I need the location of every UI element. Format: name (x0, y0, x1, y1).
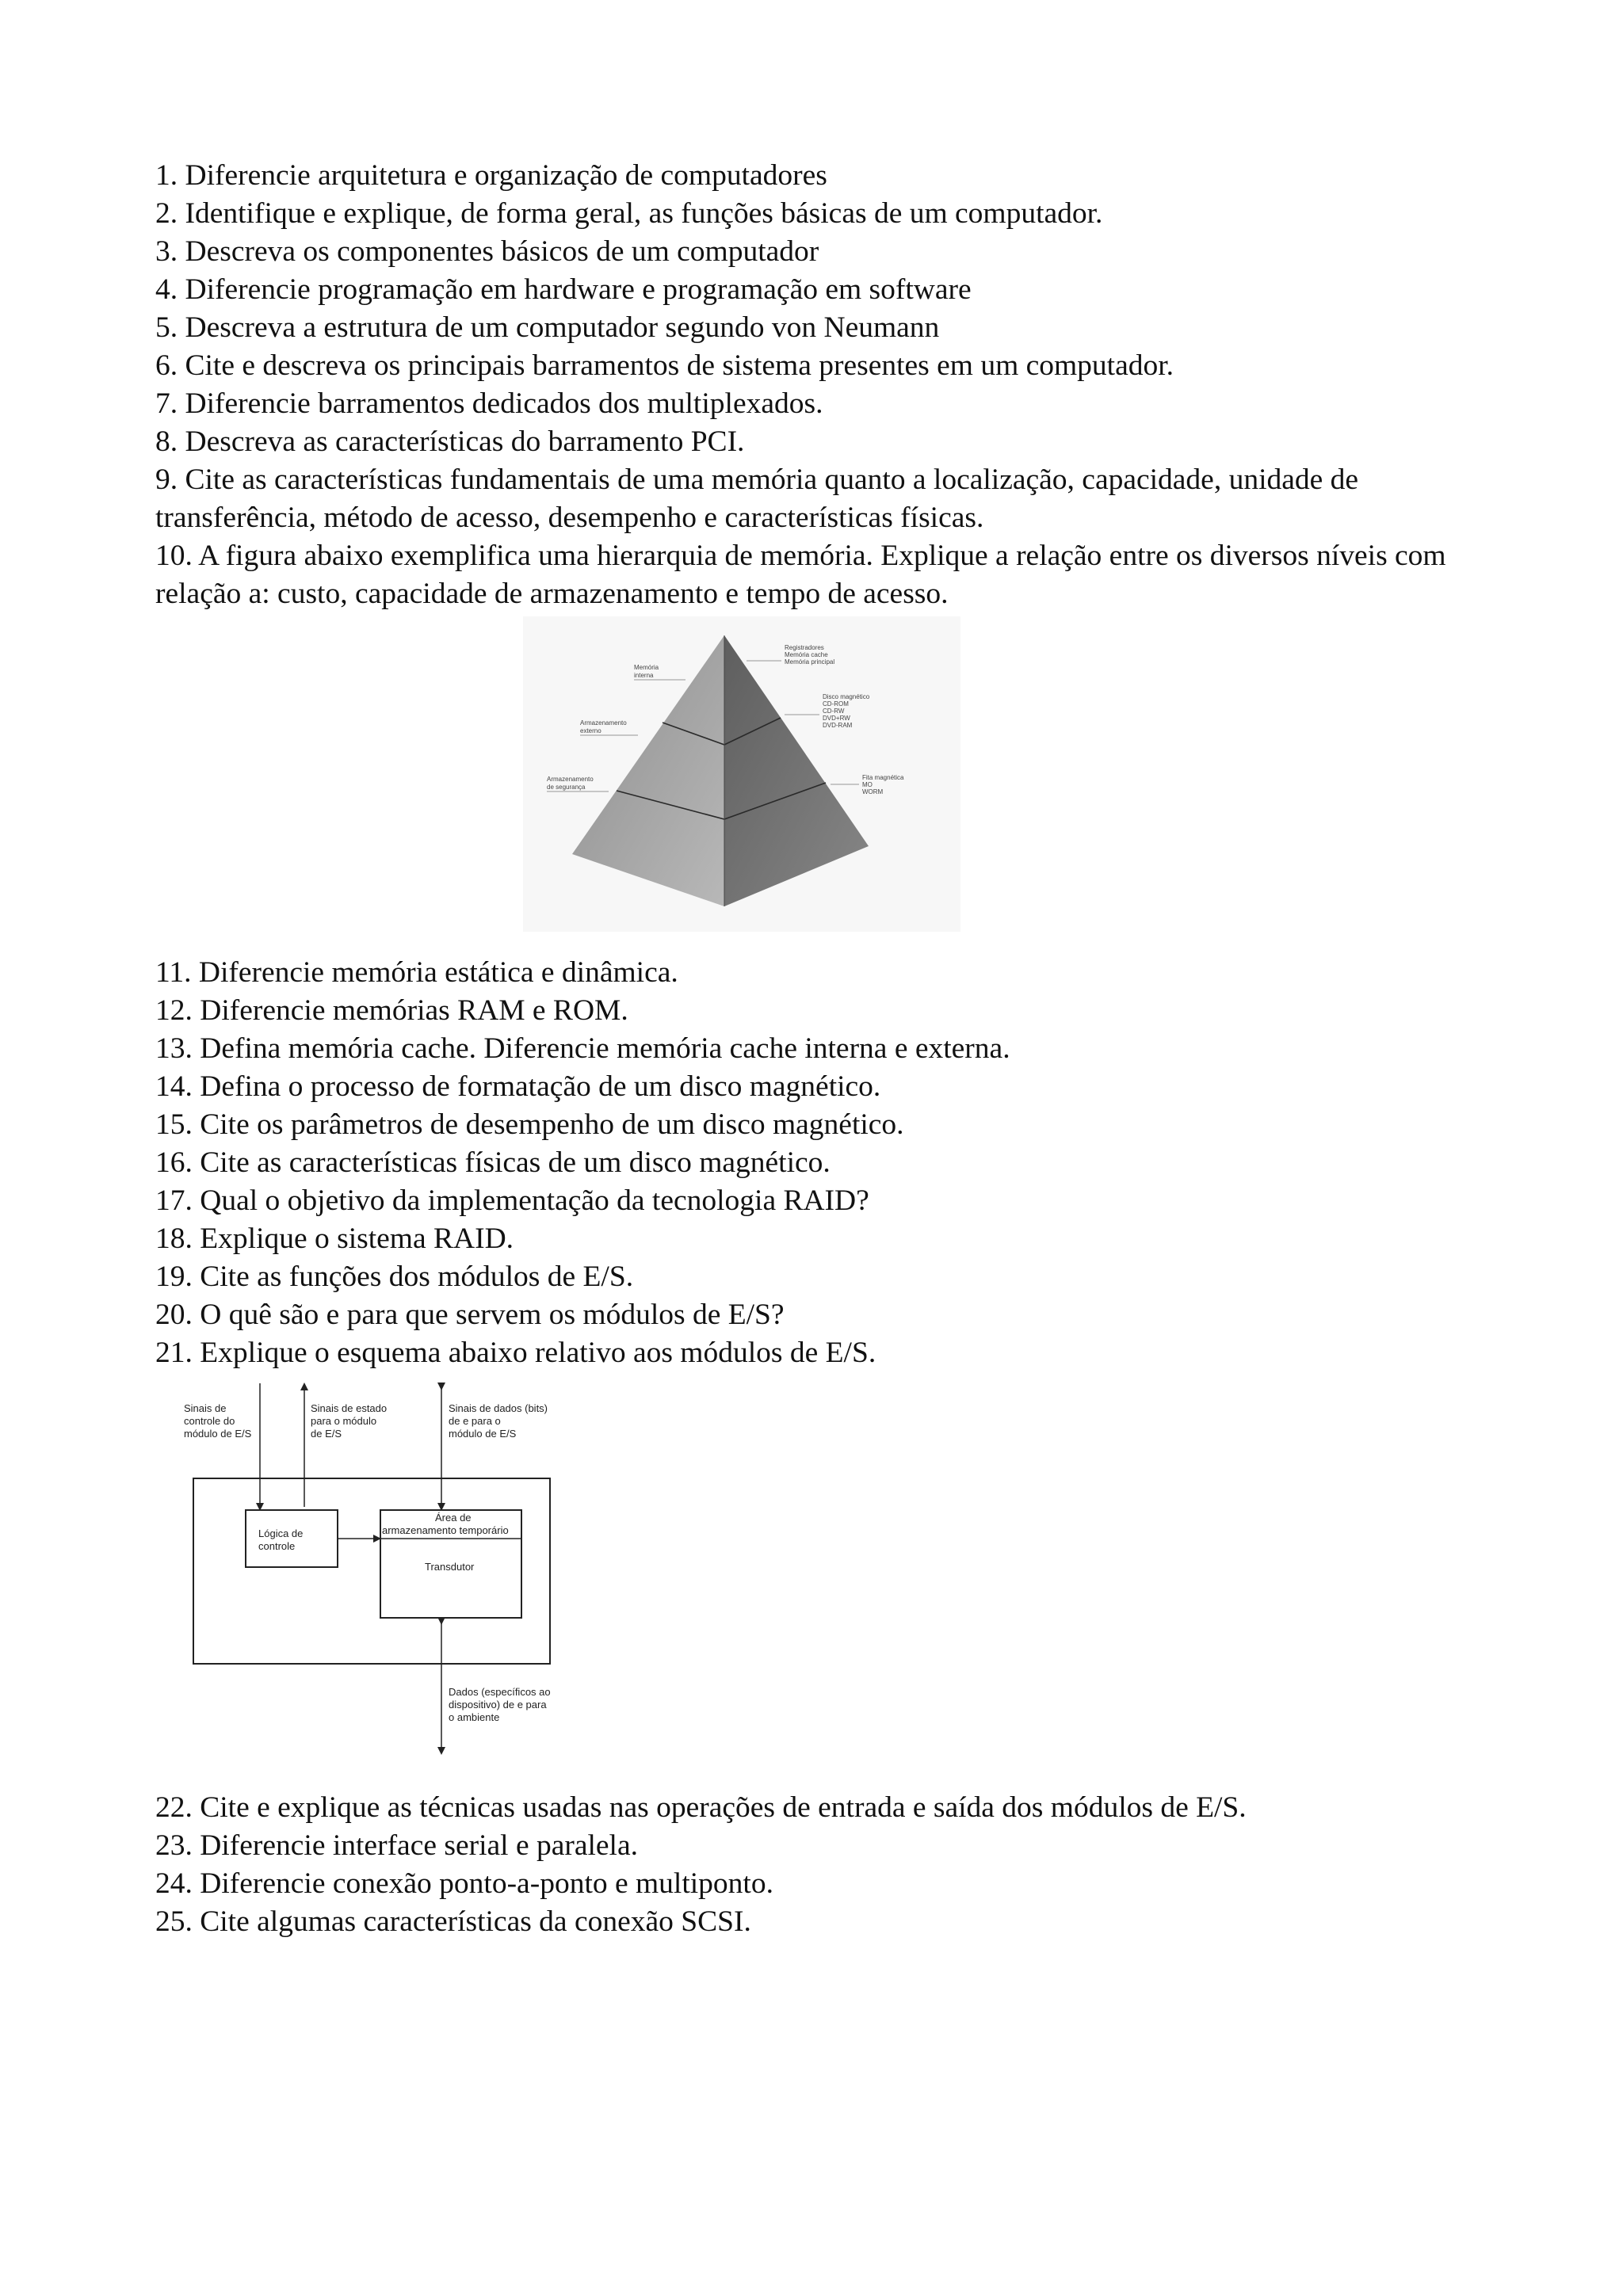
svg-text:de E/S: de E/S (311, 1428, 342, 1440)
memory-hierarchy-figure (523, 616, 960, 932)
question-21: 21. Explique o esquema abaixo relativo aos módulos de E/S. (155, 1337, 876, 1369)
question-4: 4. Diferencie programação em hardware e programação em software (155, 273, 972, 306)
buffer-area-label-1: Área de (435, 1512, 472, 1524)
question-20: 20. O quê são e para que servem os módulos de E/S? (155, 1299, 785, 1331)
question-3: 3. Descreva os componentes básicos de um computador (155, 235, 819, 268)
question-10: 10. A figura abaixo exemplifica uma hierarquia de memória. Explique a relação entre os diversos níveis com relação a: custo, capacidade de armazenamento e tempo de acesso. (155, 540, 1446, 610)
svg-text:externo: externo (580, 727, 601, 734)
question-16: 16. Cite as características físicas de um disco magnético. (155, 1146, 831, 1179)
svg-text:CD-RW: CD-RW (823, 707, 845, 715)
question-8: 8. Descreva as características do barramento PCI. (155, 425, 745, 458)
svg-text:Memória: Memória (634, 664, 659, 671)
control-logic-label-2: controle (258, 1540, 296, 1552)
question-14: 14. Defina o processo de formatação de um disco magnético. (155, 1070, 881, 1103)
question-17: 17. Qual o objetivo da implementação da tecnologia RAID? (155, 1184, 869, 1217)
svg-text:módulo de E/S: módulo de E/S (449, 1428, 517, 1440)
io-module-figure (179, 1380, 575, 1757)
question-23: 23. Diferencie interface serial e paralela. (155, 1829, 638, 1862)
svg-text:Memória principal: Memória principal (785, 658, 835, 666)
question-11: 11. Diferencie memória estática e dinâmica. (155, 956, 678, 989)
svg-text:de segurança: de segurança (547, 784, 586, 791)
memory-pyramid-diagram (523, 616, 960, 932)
svg-text:Registradores: Registradores (785, 644, 824, 651)
svg-text:para o módulo: para o módulo (311, 1415, 377, 1427)
svg-text:interna: interna (634, 672, 654, 679)
svg-text:DVD+RW: DVD+RW (823, 715, 850, 722)
control-logic-label-1: Lógica de (258, 1527, 304, 1539)
question-9: 9. Cite as características fundamentais de uma memória quanto a localização, capacidade, unidade de transferência, método de acesso, desempenho e características físicas. (155, 463, 1359, 534)
question-25: 25. Cite algumas características da conexão SCSI. (155, 1905, 751, 1938)
question-22: 22. Cite e explique as técnicas usadas nas operações de entrada e saída dos módulos de E/S. (155, 1791, 1247, 1824)
question-12: 12. Diferencie memórias RAM e ROM. (155, 994, 628, 1027)
svg-text:dispositivo) de e para: dispositivo) de e para (449, 1699, 547, 1711)
svg-text:controle do: controle do (184, 1415, 235, 1427)
svg-text:Fita magnética: Fita magnética (862, 774, 904, 781)
question-1: 1. Diferencie arquitetura e organização de computadores (155, 159, 827, 192)
svg-text:Dados (específicos ao: Dados (específicos ao (449, 1686, 551, 1698)
svg-text:DVD-RAM: DVD-RAM (823, 722, 853, 729)
transducer-label: Transdutor (425, 1561, 475, 1573)
svg-text:o ambiente: o ambiente (449, 1711, 500, 1723)
svg-text:módulo de E/S: módulo de E/S (184, 1428, 252, 1440)
svg-text:Disco magnético: Disco magnético (823, 693, 870, 700)
question-5: 5. Descreva a estrutura de um computador segundo von Neumann (155, 311, 940, 344)
buffer-area-label-2: armazenamento temporário (382, 1524, 509, 1536)
question-2: 2. Identifique e explique, de forma geral, as funções básicas de um computador. (155, 197, 1103, 230)
svg-text:de e para o: de e para o (449, 1415, 501, 1427)
question-19: 19. Cite as funções dos módulos de E/S. (155, 1261, 634, 1293)
svg-text:CD-ROM: CD-ROM (823, 700, 849, 707)
svg-text:Sinais de dados (bits): Sinais de dados (bits) (449, 1402, 548, 1414)
svg-text:Sinais de: Sinais de (184, 1402, 227, 1414)
svg-text:Armazenamento: Armazenamento (580, 719, 627, 727)
svg-text:WORM: WORM (862, 788, 884, 795)
svg-text:Armazenamento: Armazenamento (547, 776, 594, 783)
svg-text:Sinais de estado: Sinais de estado (311, 1402, 388, 1414)
svg-text:MO: MO (862, 781, 873, 788)
svg-text:Memória cache: Memória cache (785, 651, 828, 658)
question-6: 6. Cite e descreva os principais barramentos de sistema presentes em um computador. (155, 349, 1174, 382)
io-module-diagram (179, 1380, 575, 1757)
question-13: 13. Defina memória cache. Diferencie memória cache interna e externa. (155, 1032, 1010, 1065)
question-18: 18. Explique o sistema RAID. (155, 1222, 514, 1255)
question-24: 24. Diferencie conexão ponto-a-ponto e multiponto. (155, 1867, 773, 1900)
question-15: 15. Cite os parâmetros de desempenho de um disco magnético. (155, 1108, 904, 1141)
question-7: 7. Diferencie barramentos dedicados dos multiplexados. (155, 387, 823, 420)
